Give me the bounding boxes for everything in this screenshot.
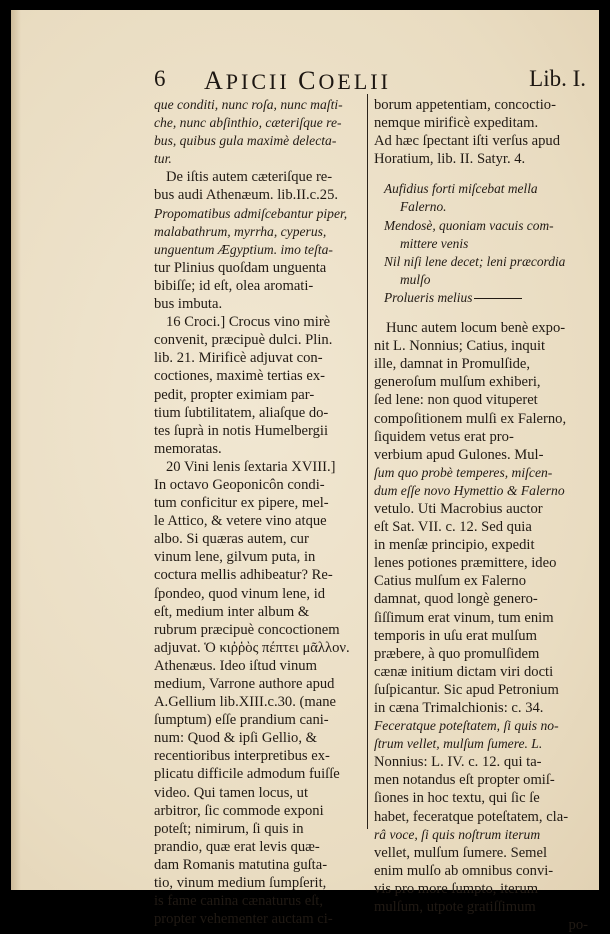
text-line bbox=[154, 404, 365, 422]
text-line bbox=[154, 820, 365, 838]
text-line bbox=[154, 657, 365, 675]
text-line bbox=[374, 446, 590, 464]
text-line bbox=[374, 681, 590, 699]
text-line bbox=[374, 753, 590, 771]
line-text: Falerno. bbox=[400, 199, 447, 215]
text-line bbox=[154, 621, 365, 639]
text-line bbox=[154, 838, 365, 856]
line-text: dum eſſe novo Hymettio & Falerno bbox=[374, 482, 565, 498]
line-text: verbium apud Gulones. Mul- bbox=[374, 446, 544, 463]
text-line bbox=[154, 784, 365, 802]
text-line bbox=[374, 916, 590, 934]
text-line bbox=[154, 422, 365, 440]
text-line bbox=[374, 482, 590, 500]
line-text: men notandus eſt propter omiſ- bbox=[374, 772, 555, 789]
line-text: 16 Croci.] Crocus vino mirè bbox=[166, 314, 331, 331]
text-line bbox=[374, 96, 590, 114]
text-line bbox=[374, 132, 590, 150]
line-text: mulſum, utpote gratiſſimum bbox=[374, 899, 536, 916]
text-line bbox=[154, 96, 365, 114]
line-text: Propomatibus admiſcebantur piper, bbox=[154, 205, 348, 221]
line-text: Aufidius forti miſcebat mella bbox=[384, 181, 538, 197]
text-line bbox=[374, 271, 590, 289]
text-line bbox=[154, 223, 365, 241]
text-line bbox=[374, 645, 590, 663]
text-line bbox=[374, 150, 590, 168]
text-line bbox=[154, 892, 365, 910]
text-line bbox=[374, 168, 590, 180]
line-text: bus imbuta. bbox=[154, 296, 223, 313]
verse-break-rule bbox=[474, 298, 522, 299]
line-text: memoratas. bbox=[154, 440, 222, 457]
line-text: De iſtis autem cæteriſque re- bbox=[166, 169, 333, 186]
line-text: video. Qui tamen locus, ut bbox=[154, 784, 309, 801]
line-text: habet, feceratque poteſtatem, cla- bbox=[374, 808, 569, 825]
text-line bbox=[154, 639, 365, 657]
text-line bbox=[154, 241, 365, 259]
text-line bbox=[154, 530, 365, 548]
line-text: bus audi Athenæum. lib.II.c.25. bbox=[154, 187, 339, 204]
line-text: bibiſſe; id eſt, olea aromati- bbox=[154, 277, 314, 294]
line-text: propter vehementer auctam ci- bbox=[154, 911, 333, 928]
text-line bbox=[374, 410, 590, 428]
line-text: ſiones in hoc textu, qui ſic ſe bbox=[374, 790, 540, 807]
text-line bbox=[154, 150, 365, 168]
text-line bbox=[154, 114, 365, 132]
line-text: in menſæ principio, expedit bbox=[374, 537, 535, 554]
text-line bbox=[374, 500, 590, 518]
text-line bbox=[374, 789, 590, 807]
line-text: nit L. Nonnius; Catius, inquit bbox=[374, 338, 546, 355]
line-text: recentioribus interpretibus ex- bbox=[154, 748, 330, 765]
line-text: lenes potiones præmittere, ideo bbox=[374, 555, 557, 572]
line-text: ſtrum vellet, mulſum ſumere. L. bbox=[374, 736, 543, 752]
line-text: coctiones, maximè tertias ex- bbox=[154, 368, 326, 385]
line-text: mulſo bbox=[400, 271, 431, 287]
text-line bbox=[154, 259, 365, 277]
text-line bbox=[154, 313, 365, 331]
line-text: Feceratque poteſtatem, ſi quis no- bbox=[374, 718, 559, 734]
line-text: tur Plinius quoſdam unguenta bbox=[154, 259, 327, 276]
text-line bbox=[374, 319, 590, 337]
line-text: mittere venis bbox=[400, 235, 469, 251]
text-line bbox=[154, 440, 365, 458]
line-text: eſt, medium inter album & bbox=[154, 603, 310, 620]
text-line bbox=[154, 566, 365, 584]
line-text: pedit, propter eximiam par- bbox=[154, 386, 315, 403]
line-text: tes ſuprà in notis Humelbergii bbox=[154, 422, 329, 439]
line-text: num: Quod & ipſi Gellio, & bbox=[154, 730, 317, 747]
text-line bbox=[154, 802, 365, 820]
text-line bbox=[374, 627, 590, 645]
line-text: bus, quibus gula maximè delecta- bbox=[154, 133, 337, 149]
line-text: ſiquidem vetus erat pro- bbox=[374, 428, 514, 445]
line-text: enim mulſo ab omnibus convi- bbox=[374, 862, 554, 879]
line-text: le Attico, & vetere vino atque bbox=[154, 513, 327, 530]
book-label: Lib. I. bbox=[529, 66, 586, 91]
line-text: medium, Varrone authore apud bbox=[154, 676, 335, 692]
text-line bbox=[154, 585, 365, 603]
text-line bbox=[154, 186, 365, 204]
line-text: in cæna Trimalchionis: c. 34. bbox=[374, 700, 544, 716]
text-line bbox=[154, 675, 365, 693]
line-text: ſuſpicantur. Sic apud Petronium bbox=[374, 681, 559, 698]
text-line bbox=[374, 717, 590, 735]
text-line bbox=[374, 373, 590, 391]
text-line bbox=[154, 711, 365, 729]
line-text: A.Gellium lib.XIII.c.30. (mane bbox=[154, 694, 336, 711]
text-line bbox=[154, 476, 365, 494]
text-line bbox=[374, 808, 590, 826]
line-text: albo. Si quæras autem, cur bbox=[154, 531, 309, 548]
line-text: tum conficitur ex pipere, mel- bbox=[154, 495, 329, 512]
text-line bbox=[154, 693, 365, 711]
line-text: ille, damnat in Promulſide, bbox=[374, 356, 531, 373]
line-text: compoſitionem mulſi ex Falerno, bbox=[374, 410, 567, 427]
text-line bbox=[374, 663, 590, 681]
line-text: Mendosè, quoniam vacuis com- bbox=[384, 217, 554, 233]
text-line bbox=[154, 277, 365, 295]
text-line bbox=[374, 862, 590, 880]
line-text: che, nunc abſinthio, cæteriſque re- bbox=[154, 115, 342, 131]
text-line bbox=[374, 355, 590, 373]
text-line bbox=[374, 590, 590, 608]
column-divider bbox=[367, 94, 368, 829]
line-text: lib. 21. Mirificè adjuvat con- bbox=[154, 350, 323, 367]
text-line bbox=[154, 494, 365, 512]
text-line bbox=[374, 235, 590, 253]
text-line bbox=[154, 367, 365, 385]
text-line bbox=[374, 428, 590, 446]
line-text: Nonnius: L. IV. c. 12. qui ta- bbox=[374, 754, 542, 771]
line-text: Prolueris melius bbox=[384, 289, 473, 305]
line-text: In octavo Geoponicôn condi- bbox=[154, 476, 325, 493]
line-text: eſt Sat. VII. c. 12. Sed quia bbox=[374, 519, 532, 536]
running-header bbox=[154, 66, 588, 96]
line-text: tur. bbox=[154, 151, 172, 167]
line-text: arbitror, ſic commode exponi bbox=[154, 802, 324, 819]
text-line bbox=[374, 391, 590, 409]
line-text: ſum quo probè temperes, miſcen- bbox=[374, 464, 553, 480]
line-text: vetulo. Uti Macrobius auctor bbox=[374, 500, 543, 517]
text-line bbox=[374, 217, 590, 235]
line-text: cænæ initium dictam viri docti bbox=[374, 663, 554, 680]
text-line bbox=[154, 603, 365, 621]
line-text: po- bbox=[568, 917, 588, 934]
text-line bbox=[154, 512, 365, 530]
line-text: generoſum mulſum exhiberi, bbox=[374, 374, 541, 391]
text-line bbox=[374, 536, 590, 554]
line-text: præbere, à quo promulſidem bbox=[374, 645, 540, 662]
text-line bbox=[154, 765, 365, 783]
line-text: Athenæus. Ideo iſtud vinum bbox=[154, 657, 317, 674]
text-line bbox=[374, 880, 590, 898]
text-line bbox=[154, 132, 365, 150]
running-title: APICII COELII bbox=[204, 66, 391, 95]
line-text: coctura mellis adhibeatur? Re- bbox=[154, 567, 333, 584]
line-text: dam Romanis matutina guſta- bbox=[154, 856, 328, 873]
text-line bbox=[374, 844, 590, 862]
text-line bbox=[374, 735, 590, 753]
text-line bbox=[154, 349, 365, 367]
line-text: is fame canina cænaturus eſt, bbox=[154, 893, 323, 910]
text-line bbox=[154, 729, 365, 747]
text-line bbox=[374, 699, 590, 717]
line-text: Hunc autem locum benè expo- bbox=[386, 320, 566, 337]
text-line bbox=[374, 337, 590, 355]
line-text: Ad hæc ſpectant iſti verſus apud bbox=[374, 133, 561, 150]
page-gutter-shadow bbox=[11, 10, 21, 890]
text-line bbox=[154, 386, 365, 404]
line-text: prandio, quæ erat levis quæ- bbox=[154, 838, 320, 855]
line-text: Horatium, lib. II. Satyr. 4. bbox=[374, 151, 526, 168]
text-line bbox=[154, 874, 365, 892]
line-text: malabathrum, myrrha, cyperus, bbox=[154, 223, 327, 239]
line-text: 20 Vini lenis ſextaria XVIII.] bbox=[166, 458, 336, 475]
text-line bbox=[154, 331, 365, 349]
line-text: râ voce, ſi quis noſtrum iterum bbox=[374, 826, 541, 842]
text-line bbox=[154, 205, 365, 223]
line-text: convenit, præcipuè dulci. Plin. bbox=[154, 332, 333, 349]
text-line bbox=[374, 826, 590, 844]
line-text: ſumptum) eſſe prandium cani- bbox=[154, 712, 329, 729]
text-line bbox=[154, 168, 365, 186]
text-line bbox=[374, 771, 590, 789]
text-line bbox=[374, 554, 590, 572]
text-line bbox=[374, 114, 590, 132]
text-line bbox=[374, 898, 590, 916]
text-line bbox=[374, 518, 590, 536]
text-line bbox=[374, 307, 590, 319]
page-number: 6 bbox=[154, 66, 166, 91]
text-line bbox=[374, 253, 590, 271]
text-line bbox=[374, 198, 590, 216]
line-text: ſiſſimum erat vinum, tum enim bbox=[374, 609, 554, 626]
line-text: poteſt; nimirum, ſi quis in bbox=[154, 820, 304, 837]
text-line bbox=[374, 289, 590, 307]
line-text: vinum lene, gilvum puta, in bbox=[154, 549, 316, 566]
line-text: ſpondeo, quod vinum lene, id bbox=[154, 585, 326, 602]
text-line bbox=[374, 464, 590, 482]
line-text: temporis in uſu erat mulſum bbox=[374, 627, 537, 644]
line-text: adjuvat. Ὁ κιῤῥὸς πέπτει μᾶλλον. bbox=[154, 639, 350, 656]
line-text: nemque mirificè expeditam. bbox=[374, 115, 539, 132]
right-text-column bbox=[374, 96, 590, 934]
text-line bbox=[154, 548, 365, 566]
left-text-column bbox=[154, 96, 365, 928]
line-text: rubrum præcipuè concoctionem bbox=[154, 621, 340, 638]
line-text: plicatu difficile admodum fuiſſe bbox=[154, 766, 340, 783]
text-line bbox=[154, 295, 365, 313]
text-line bbox=[154, 747, 365, 765]
line-text: damnat, quod longè genero- bbox=[374, 591, 538, 608]
text-line bbox=[154, 910, 365, 928]
line-text: ſed lene: non quod vituperet bbox=[374, 392, 538, 409]
text-line bbox=[154, 856, 365, 874]
text-line bbox=[374, 609, 590, 627]
line-text: unguentum Ægyptium. imo teſta- bbox=[154, 241, 333, 257]
line-text: vis pro more ſumpto, iterum bbox=[374, 880, 539, 897]
book-page bbox=[11, 10, 599, 934]
line-text: tio, vinum medium ſumpſerit, bbox=[154, 875, 327, 892]
line-text: vellet, mulſum ſumere. Semel bbox=[374, 844, 548, 861]
line-text: borum appetentiam, concoctio- bbox=[374, 97, 556, 113]
line-text: que conditi, nunc roſa, nunc maſti- bbox=[154, 97, 343, 112]
line-text: tium ſubtilitatem, aliaſque do- bbox=[154, 404, 329, 421]
text-line bbox=[374, 180, 590, 198]
line-text: Nil niſi lene decet; leni præcordia bbox=[384, 253, 566, 269]
text-line bbox=[374, 572, 590, 590]
line-text: Catius mulſum ex Falerno bbox=[374, 573, 527, 590]
text-line bbox=[154, 458, 365, 476]
